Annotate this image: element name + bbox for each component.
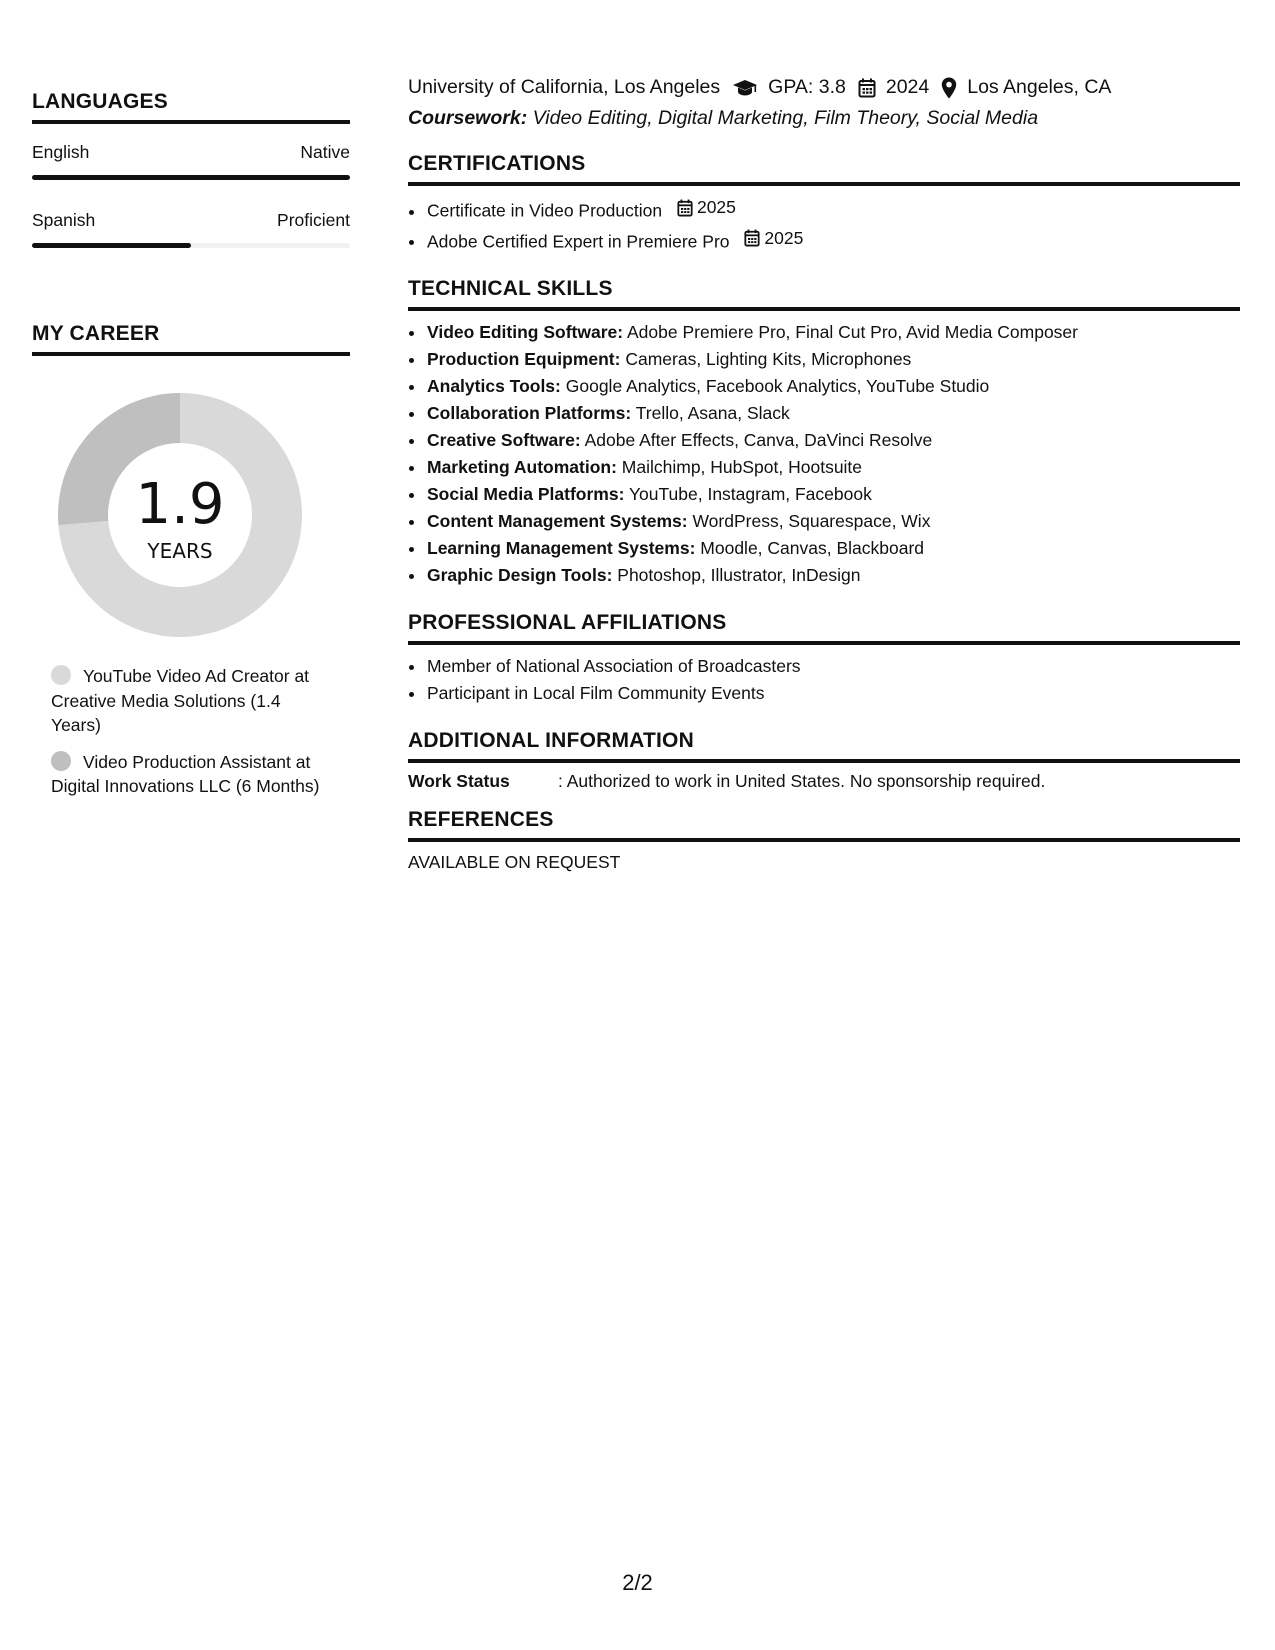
list-item — [426, 400, 1240, 427]
work-status-label: Work Status — [408, 771, 510, 791]
additional-information-heading: ADDITIONAL INFORMATION — [408, 729, 1240, 763]
skill-values: Moodle, Canvas, Blackboard — [700, 538, 925, 558]
career-legend — [51, 664, 333, 799]
skill-category: Collaboration Platforms: — [427, 403, 632, 423]
skill-category: Marketing Automation: — [427, 457, 617, 477]
list-item — [426, 373, 1240, 400]
language-proficiency-bar — [32, 175, 350, 180]
legend-dot — [51, 751, 71, 771]
list-item: • Member of National Association of Broadcasters — [426, 653, 1240, 680]
list-item — [426, 319, 1240, 346]
skill-category: Video Editing Software: — [427, 322, 624, 342]
left-column — [32, 90, 350, 811]
language-name: English — [32, 142, 90, 162]
skill-category: Production Equipment: — [427, 349, 621, 369]
list-item — [426, 535, 1240, 562]
language-item — [32, 142, 350, 180]
legend-dot — [51, 665, 71, 685]
languages-heading: LANGUAGES — [32, 90, 350, 124]
page-number: 2/2 — [622, 1570, 653, 1595]
list-item: • Participant in Local Film Community Events — [426, 680, 1240, 707]
certifications-section — [408, 152, 1240, 255]
coursework — [408, 107, 1240, 130]
certification-year: 2025 — [696, 197, 736, 217]
right-column — [408, 76, 1240, 873]
affiliations-heading: PROFESSIONAL AFFILIATIONS — [408, 611, 1240, 645]
additional-information-section — [408, 729, 1240, 792]
list-item — [426, 562, 1240, 589]
list-item — [426, 225, 1240, 256]
list-item — [426, 481, 1240, 508]
skill-values: Cameras, Lighting Kits, Microphones — [625, 349, 912, 369]
technical-skills-section — [408, 277, 1240, 589]
calendar-icon — [744, 229, 760, 247]
skill-category: Creative Software: — [427, 430, 581, 450]
language-item — [32, 210, 350, 248]
technical-skills-heading: TECHNICAL SKILLS — [408, 277, 1240, 311]
graduation-cap-icon — [732, 78, 758, 98]
references-heading: REFERENCES — [408, 808, 1240, 842]
certification-year: 2025 — [764, 227, 804, 248]
work-status-row — [408, 771, 1240, 792]
skill-category: Content Management Systems: — [427, 511, 688, 531]
career-donut-chart — [55, 390, 305, 640]
skill-values: WordPress, Squarespace, Wix — [692, 511, 931, 531]
certification-name: Adobe Certified Expert in Premiere Pro — [427, 231, 730, 251]
list-item — [426, 508, 1240, 535]
career-role-label: YouTube Video Ad Creator at Creative Media Solutions (1.4 Years) — [51, 666, 310, 735]
skill-category: Learning Management Systems: — [427, 538, 696, 558]
career-heading: MY CAREER — [32, 322, 350, 356]
career-legend-item — [51, 750, 333, 799]
language-proficiency-fill — [32, 243, 191, 248]
affiliations-section — [408, 611, 1240, 707]
technical-skills-list — [408, 319, 1240, 589]
calendar-icon — [677, 199, 693, 217]
gpa: GPA: 3.8 — [768, 76, 846, 98]
language-level: Native — [300, 142, 350, 162]
skill-values: Adobe Premiere Pro, Final Cut Pro, Avid Media Composer — [627, 322, 1078, 342]
skill-values: Trello, Asana, Slack — [635, 403, 790, 423]
skill-category: Analytics Tools: — [427, 376, 561, 396]
education-line — [408, 76, 1240, 99]
affiliations-list — [408, 653, 1240, 707]
career-role-label: Video Production Assistant at Digital Innovations LLC (6 Months) — [51, 751, 320, 796]
coursework-list: Video Editing, Digital Marketing, Film Theory, Social Media — [532, 107, 1039, 129]
career-total-years: 1.9 — [135, 472, 225, 537]
skill-values: Google Analytics, Facebook Analytics, YouTube Studio — [565, 376, 990, 396]
skill-values: Mailchimp, HubSpot, Hootsuite — [621, 457, 863, 477]
certifications-heading: CERTIFICATIONS — [408, 152, 1240, 186]
skill-values: YouTube, Instagram, Facebook — [628, 484, 872, 504]
skill-values: Photoshop, Illustrator, InDesign — [617, 565, 861, 585]
calendar-icon — [858, 78, 876, 98]
skill-category: Graphic Design Tools: — [427, 565, 613, 585]
career-total-unit: YEARS — [147, 539, 213, 563]
career-legend-item — [51, 664, 333, 738]
references-section — [408, 808, 1240, 873]
school-name: University of California, Los Angeles — [408, 76, 721, 98]
graduation-year: 2024 — [885, 76, 930, 98]
references-text: AVAILABLE ON REQUEST — [408, 852, 621, 872]
language-proficiency-bar — [32, 243, 350, 248]
language-name: Spanish — [32, 210, 96, 230]
list-item — [426, 427, 1240, 454]
skill-category: Social Media Platforms: — [427, 484, 625, 504]
language-proficiency-fill — [32, 175, 350, 180]
skill-values: Adobe After Effects, Canva, DaVinci Resolve — [584, 430, 933, 450]
location-pin-icon — [941, 77, 957, 99]
certifications-list — [408, 194, 1240, 255]
language-level: Proficient — [277, 210, 350, 230]
list-item — [426, 454, 1240, 481]
certification-name: Certificate in Video Production — [427, 200, 663, 221]
work-status-value: : Authorized to work in United States. No sponsorship required. — [558, 771, 1046, 791]
coursework-label: Coursework: — [408, 107, 528, 129]
list-item — [426, 194, 1240, 225]
school-location: Los Angeles, CA — [967, 76, 1112, 98]
list-item — [426, 346, 1240, 373]
